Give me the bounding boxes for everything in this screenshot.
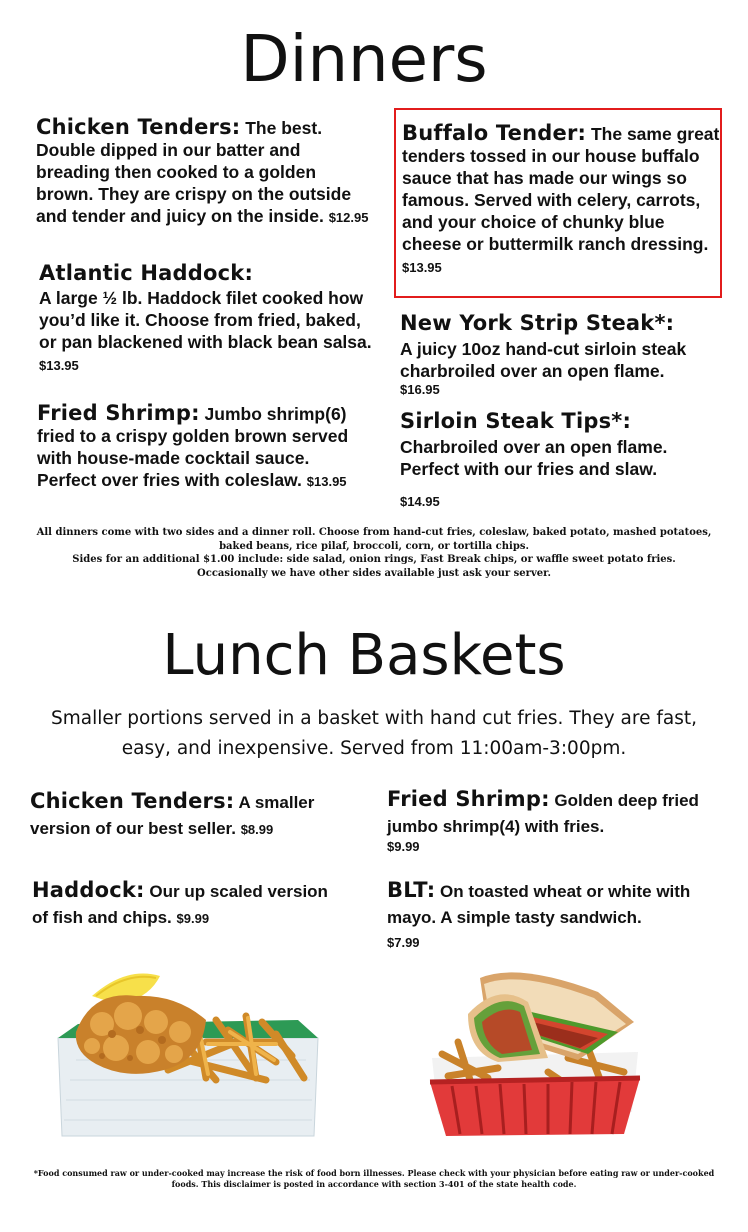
lunch-item-blt [387, 877, 725, 953]
menu-item-buffalo-tender [394, 108, 722, 298]
sides-included-note: All dinners come with two sides and a dinner roll. Choose from hand-cut fries, coleslaw, baked potato, mashed potatoes, baked beans, rice pilaf, broccoli, corn, or tortilla chips. [36, 527, 712, 552]
sides-other-note: Occasionally we have other sides available just ask your server. [197, 567, 551, 579]
item-name: BLT: [387, 878, 436, 902]
item-price: $16.95 [400, 382, 440, 397]
item-description: A large ½ lb. Haddock filet cooked how you’d like it. Choose from fried, baked, or pan blackened with black bean salsa. [39, 288, 372, 352]
item-description: The best. Double dipped in our batter and breading then cooked to a golden brown. They are crispy on the outside and tender and juicy on the inside. [36, 118, 352, 226]
lunch-intro: Smaller portions served in a basket with hand cut fries. They are fast, easy, and inexpensive. Served from 11:00am-3:00pm. [51, 708, 697, 759]
menu-item-sirloin-steak-tips [400, 410, 720, 513]
item-name: Chicken Tenders: [36, 115, 241, 139]
item-price: $13.95 [306, 474, 347, 489]
menu-item-chicken-tenders [36, 116, 374, 229]
item-name: Buffalo Tender: [402, 121, 587, 145]
fish-and-chips-image [56, 960, 320, 1138]
item-description: On toasted wheat or white with mayo. A simple tasty sandwich. [387, 882, 691, 927]
dinners-title: Dinners [240, 23, 488, 97]
item-description: Jumbo shrimp(6) fried to a crispy golden brown served with house-made cocktail sauce. Perfect over fries with coleslaw. [37, 404, 349, 490]
item-price: $12.95 [328, 210, 369, 225]
item-description: A smaller version of our best seller. [30, 793, 315, 838]
blt-sandwich-basket-icon [428, 962, 642, 1138]
item-description: A juicy 10oz hand-cut sirloin steak charbroiled over an open flame. [400, 339, 687, 381]
lunch-title: Lunch Baskets [162, 623, 566, 688]
lunch-item-chicken-tenders [30, 788, 370, 843]
fish-and-chips-basket-icon [56, 960, 320, 1138]
sides-note [22, 526, 726, 580]
item-price: $7.99 [387, 935, 420, 950]
item-description: Our up scaled version of fish and chips. [32, 882, 328, 927]
item-description: Charbroiled over an open flame. Perfect with our fries and slaw. [400, 437, 668, 479]
item-name: Haddock: [32, 878, 145, 902]
item-name: Fried Shrimp: [37, 401, 200, 425]
lunch-item-haddock [32, 877, 332, 932]
item-price: $8.99 [240, 822, 274, 837]
item-price: $9.99 [387, 839, 420, 854]
item-name: New York Strip Steak*: [400, 311, 675, 335]
item-name: Sirloin Steak Tips*: [400, 409, 632, 433]
item-price: $13.95 [402, 260, 442, 275]
item-name: Fried Shrimp: [387, 787, 550, 811]
item-price: $9.99 [176, 911, 210, 926]
item-description: Golden deep fried jumbo shrimp(4) with fries. [387, 791, 699, 836]
item-name: Chicken Tenders: [30, 789, 235, 813]
blt-sandwich-image [428, 962, 642, 1138]
item-name: Atlantic Haddock: [39, 261, 254, 285]
menu-item-ny-strip-steak [400, 312, 730, 398]
sides-extra-note: Sides for an additional $1.00 include: side salad, onion rings, Fast Break chips, or waffle sweet potato fries. [72, 554, 676, 565]
item-price: $14.95 [400, 494, 440, 509]
menu-item-atlantic-haddock [39, 262, 379, 377]
item-description: The same great tenders tossed in our house buffalo sauce that has made our wings so famous. Served with celery, carrots, and your choice of chunky blue cheese or buttermilk ranch dressing. [402, 124, 720, 254]
menu-item-fried-shrimp [37, 402, 357, 493]
food-safety-disclaimer: *Food consumed raw or under-cooked may increase the risk of food born illnesses. Please check with your physician before eating raw or under-cooked foods. This disclaimer is posted in accordance with section 3-401 of the state health code. [33, 1168, 715, 1189]
lunch-item-fried-shrimp [387, 786, 717, 854]
item-price: $13.95 [39, 358, 79, 373]
